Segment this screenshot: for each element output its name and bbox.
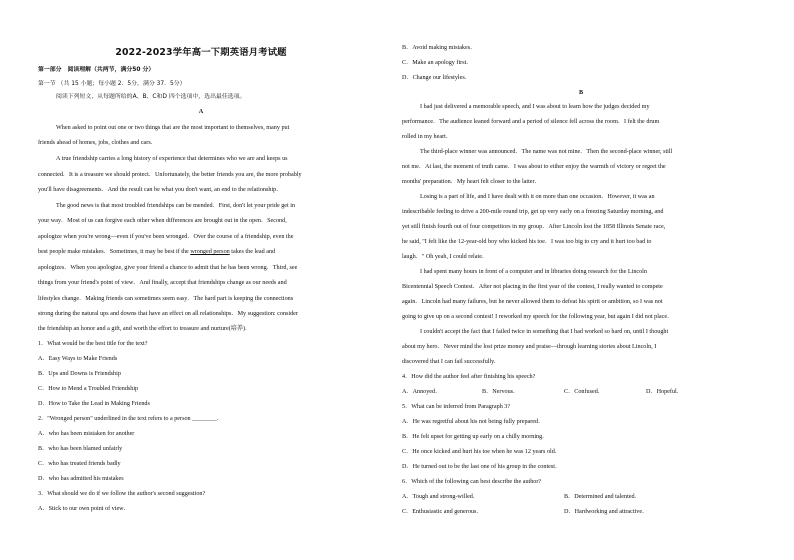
- question-3-stem: 3．What should we do if we follow the author's second suggestion?: [38, 491, 206, 497]
- passage-b-line: I had just delivered a memorable speech, and I was about to learn how the judges decided my: [420, 104, 650, 110]
- passage-b-line: not me．At last, the moment of truth came．I was about to either enjoy the warmth of victory or regret the: [402, 164, 666, 170]
- passage-a-label: A: [198, 109, 204, 115]
- question-1-option-d[interactable]: D．How to Take the Lead in Making Friends: [38, 401, 150, 407]
- passage-a-line-end: takes the lead and: [231, 249, 276, 255]
- passage-a-line: strong during the natural ups and downs that have an effect on all relationships．My suggestion: consider: [38, 311, 298, 317]
- passage-b-line: about my hero．Never mind the lost prize money and praise—through learning stories about Lincoln, I: [402, 344, 657, 350]
- question-1-option-b[interactable]: B．Ups and Downs is Friendship: [38, 371, 121, 377]
- passage-a-line: A true friendship carries a long history of experience that determines who we are and keeps us: [56, 156, 288, 162]
- passage-b-line: discovered that I can fail successfully.: [402, 359, 496, 365]
- question-3-option-c[interactable]: C．Make an apology first．: [402, 60, 473, 66]
- passage-a-line: apologize when you're wrong—even if you've been wronged．Over the course of a friendship, even the: [38, 234, 294, 240]
- question-6-option-c[interactable]: C．Enthusiastic and generous．: [402, 509, 483, 515]
- instruction: 阅读下列短文，从每题所给的A、B、C和D 四个选项中，选出最佳选项。: [56, 94, 246, 100]
- question-5-stem: 5．What can be inferred from Paragraph 3?: [402, 404, 511, 410]
- passage-b-line: going to give up on a second contest! I reworked my speech for the following year, but again I did not place．: [402, 314, 674, 320]
- question-5-option-b[interactable]: B．He felt upset for getting up early on a chilly morning．: [402, 434, 549, 440]
- question-1-option-c[interactable]: C．How to Mend a Troubled Friendship: [38, 386, 139, 392]
- passage-a-line: the friendship an honor and a gift, and worth the effort to treasure and nurture(培养).: [38, 326, 247, 332]
- question-6-option-d[interactable]: D．Hardworking and attractive．: [564, 509, 649, 515]
- question-2-stem: 2．"Wronged person" underlined in the text refers to a person ________．: [38, 416, 223, 422]
- passage-a-line: your way．Most of us can forgive each other when differences are brought out in the open．Second,: [38, 218, 287, 224]
- question-2-option-c[interactable]: C．who has treated friends badly: [38, 461, 121, 467]
- question-2-option-b[interactable]: B．who has been blamed unfairly: [38, 446, 123, 452]
- passage-a-line: things from your friend's point of view．And finally, accept that friendships change as our needs and: [38, 280, 287, 286]
- question-6-option-a[interactable]: A．Tough and strong-willed．: [402, 494, 480, 500]
- question-2-option-d[interactable]: D．who has admitted his mistakes: [38, 476, 124, 482]
- passage-b-line: months' preparation．My heart felt closer to the latter．: [402, 179, 541, 185]
- passage-b-line: Bicentennial Speech Contest．After not placing in the first year of the contest, I really wanted to compete: [402, 284, 663, 290]
- passage-b-line: he said, "I felt like the 12-year-old boy who kicked his toe．I was too big to cry and it hurt too bad to: [402, 239, 652, 245]
- underlined-phrase: wronged person: [190, 249, 230, 255]
- passage-a-line: lifestyles change．Making friends can sometimes seem easy．The hard part is keeping the connections: [38, 296, 294, 302]
- question-5-option-c[interactable]: C．He once kicked and hurt his toe when he was 12 years old．: [402, 449, 561, 455]
- passage-a-line: apologizes．When you apologize, give your friend a chance to admit that he has been wrong．Third, see: [38, 265, 298, 271]
- question-3-option-d[interactable]: D．Change our lifestyles．: [402, 75, 471, 81]
- question-1-option-a[interactable]: A．Easy Ways to Make Friends: [38, 356, 118, 362]
- question-4-option-d[interactable]: D．Hopeful．: [646, 389, 683, 395]
- passage-a-line: When asked to point out one or two things that are the most important to themselves, many put: [56, 125, 290, 131]
- question-6-option-b[interactable]: B．Determined and talented．: [564, 494, 641, 500]
- section-heading: 第一节 （共 15 小题；每小题 2．5分，满分 37．5分）: [38, 81, 186, 87]
- passage-b-label: B: [578, 90, 584, 96]
- passage-a-line: The good news is that most troubled friendships can be mended．First, don't let your pride get in: [56, 203, 296, 209]
- passage-a-line: you'll have disagreements．And the result can be what you don't want, an end to the relationship．: [38, 187, 283, 193]
- question-4-stem: 4．How did the author feel after finishing his speech?: [402, 374, 536, 380]
- passage-b-line: laugh．" Oh yeah, I could relate．: [402, 254, 489, 260]
- question-2-option-a[interactable]: A．who has been mistaken for another: [38, 431, 135, 437]
- passage-a-line: [38, 248, 275, 256]
- question-5-option-d[interactable]: D．He turned out to be the last one of his group in the contest．: [402, 464, 562, 470]
- question-4-option-a[interactable]: A．Annoyed．: [402, 389, 442, 395]
- question-3-option-a[interactable]: A．Stick to our own point of view．: [38, 506, 130, 512]
- passage-b-line: rolled in my heart．: [402, 134, 452, 140]
- passage-a-line-start: best people make mistakes．Sometimes, it may be best if the: [38, 249, 189, 255]
- passage-a-line: friends ahead of homes, jobs, clothes and cars.: [38, 140, 153, 146]
- exam-title: 2022-2023学年高一下期英语月考试题: [115, 47, 287, 58]
- passage-b-line: again．Lincoln had many failures, but he never allowed them to defeat his spirit or ambition, so I was not: [402, 299, 663, 305]
- passage-b-line: yet still finish fourth out of four competitors in my group．After Lincoln lost the 1858 Illinois Senate race,: [402, 224, 666, 230]
- passage-b-line: The third-place winner was announced．The name was not mine．Then the second-place winner, still: [420, 149, 673, 155]
- part-heading: 第一部分 阅读理解（共两节，满分50 分）: [38, 67, 155, 73]
- question-6-stem: 6．Which of the following can best describe the author?: [402, 479, 542, 485]
- question-4-option-c[interactable]: C．Confused．: [564, 389, 604, 395]
- question-1-stem: 1．What would be the best title for the text?: [38, 341, 148, 347]
- passage-b-line: I couldn't accept the fact that I failed twice in something that I had worked so hard on, until I thought: [420, 329, 669, 335]
- passage-a-line: connected．It is a treasure we should protect．Unfortunately, the better friends you are, the more probably: [38, 172, 302, 178]
- passage-b-line: performance．The audience leaned forward and a period of silence fell across the room．I felt the drum: [402, 119, 660, 125]
- passage-b-line: indescribable feeling to drive a 200-mile round trip, get up very early on a freezing Saturday morning, and: [402, 209, 664, 215]
- passage-b-line: I had spent many hours in front of a computer and in libraries doing research for the Lincoln: [420, 269, 647, 275]
- question-5-option-a[interactable]: A．He was regretful about his not being fully prepared．: [402, 419, 545, 425]
- passage-b-line: Losing is a part of life, and I have dealt with it on more than one occasion．However, it was an: [420, 194, 655, 200]
- question-4-option-b[interactable]: B．Nervous．: [482, 389, 520, 395]
- question-3-option-b[interactable]: B．Avoid making mistakes．: [402, 45, 477, 51]
